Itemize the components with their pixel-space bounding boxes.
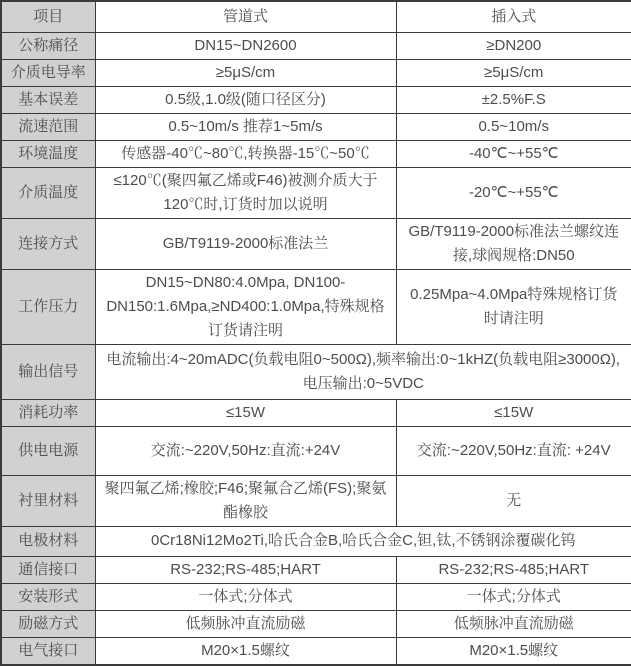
table-header — [1, 1, 631, 32]
row-value-pipeline: 0.5~10m/s 推荐1~5m/s — [95, 113, 396, 140]
row-value-insertion: 交流:~220V,50Hz:直流: +24V — [396, 426, 631, 475]
table-row — [1, 167, 631, 218]
table-row — [1, 556, 631, 583]
row-label: 环境温度 — [1, 140, 95, 167]
row-label: 介质电导率 — [1, 59, 95, 86]
row-value-insertion: ≥5μS/cm — [396, 59, 631, 86]
row-value-insertion: 无 — [396, 475, 631, 526]
row-value-insertion: -20℃~+55℃ — [396, 167, 631, 218]
row-value-insertion: ≥DN200 — [396, 32, 631, 59]
header-item: 项目 — [1, 1, 95, 32]
row-value-insertion: 0.5~10m/s — [396, 113, 631, 140]
row-label: 安装形式 — [1, 583, 95, 610]
row-value-pipeline: GB/T9119-2000标准法兰 — [95, 218, 396, 269]
row-label: 供电电源 — [1, 426, 95, 475]
row-value-pipeline: RS-232;RS-485;HART — [95, 556, 396, 583]
row-label: 电极材料 — [1, 526, 95, 556]
row-label: 工作压力 — [1, 269, 95, 344]
table-row — [1, 526, 631, 556]
row-value-insertion: ±2.5%F.S — [396, 86, 631, 113]
row-value-insertion: 0.25Mpa~4.0Mpa特殊规格订货时请注明 — [396, 269, 631, 344]
row-label: 公称痛径 — [1, 32, 95, 59]
row-label: 电气接口 — [1, 637, 95, 665]
row-value-pipeline: DN15~DN2600 — [95, 32, 396, 59]
row-label: 连接方式 — [1, 218, 95, 269]
row-value-pipeline: 一体式;分体式 — [95, 583, 396, 610]
table-body — [1, 32, 631, 665]
row-value-merged: 电流输出:4~20mADC(负载电阻0~500Ω),频率输出:0~1kHZ(负载电阻≥3000Ω),电压输出:0~5VDC — [95, 344, 631, 399]
row-value-insertion: ≤15W — [396, 399, 631, 426]
row-value-insertion: M20×1.5螺纹 — [396, 637, 631, 665]
header-insertion: 插入式 — [396, 1, 631, 32]
row-value-merged: 0Cr18Ni12Mo2Ti,哈氏合金B,哈氏合金C,钽,钛,不锈钢涂覆碳化钨 — [95, 526, 631, 556]
table-row — [1, 637, 631, 665]
row-label: 消耗功率 — [1, 399, 95, 426]
table-row — [1, 426, 631, 475]
table-row — [1, 32, 631, 59]
table-row — [1, 269, 631, 344]
table-row — [1, 218, 631, 269]
table-row — [1, 140, 631, 167]
table-row — [1, 610, 631, 637]
row-label: 介质温度 — [1, 167, 95, 218]
table-row — [1, 113, 631, 140]
row-label: 基本误差 — [1, 86, 95, 113]
row-value-pipeline: 传感器-40℃~80℃,转换器-15℃~50℃ — [95, 140, 396, 167]
row-value-pipeline: M20×1.5螺纹 — [95, 637, 396, 665]
header-pipeline: 管道式 — [95, 1, 396, 32]
row-value-pipeline: DN15~DN80:4.0Mpa, DN100-DN150:1.6Mpa,≥ND400:1.0Mpa,特殊规格订货请注明 — [95, 269, 396, 344]
table-row — [1, 86, 631, 113]
row-value-pipeline: ≥5μS/cm — [95, 59, 396, 86]
row-value-pipeline: 交流:~220V,50Hz:直流:+24V — [95, 426, 396, 475]
row-value-insertion: GB/T9119-2000标准法兰螺纹连接,球阀规格:DN50 — [396, 218, 631, 269]
table-row — [1, 399, 631, 426]
table-row — [1, 344, 631, 399]
row-value-pipeline: 聚四氟乙烯;橡胶;F46;聚氟合乙烯(FS);聚氨酯橡胶 — [95, 475, 396, 526]
row-label: 通信接口 — [1, 556, 95, 583]
table-row — [1, 583, 631, 610]
table-row — [1, 475, 631, 526]
row-label: 输出信号 — [1, 344, 95, 399]
row-value-pipeline: ≤15W — [95, 399, 396, 426]
row-value-insertion: 低频脉冲直流励磁 — [396, 610, 631, 637]
row-value-insertion: -40℃~+55℃ — [396, 140, 631, 167]
row-value-pipeline: 低频脉冲直流励磁 — [95, 610, 396, 637]
row-value-pipeline: 0.5级,1.0级(随口径区分) — [95, 86, 396, 113]
row-label: 励磁方式 — [1, 610, 95, 637]
table-row — [1, 59, 631, 86]
row-label: 流速范围 — [1, 113, 95, 140]
header-row — [1, 1, 631, 32]
row-value-insertion: RS-232;RS-485;HART — [396, 556, 631, 583]
row-value-insertion: 一体式;分体式 — [396, 583, 631, 610]
row-label: 衬里材料 — [1, 475, 95, 526]
row-value-pipeline: ≤120℃(聚四氟乙烯或F46)被测介质大于120℃时,订货时加以说明 — [95, 167, 396, 218]
